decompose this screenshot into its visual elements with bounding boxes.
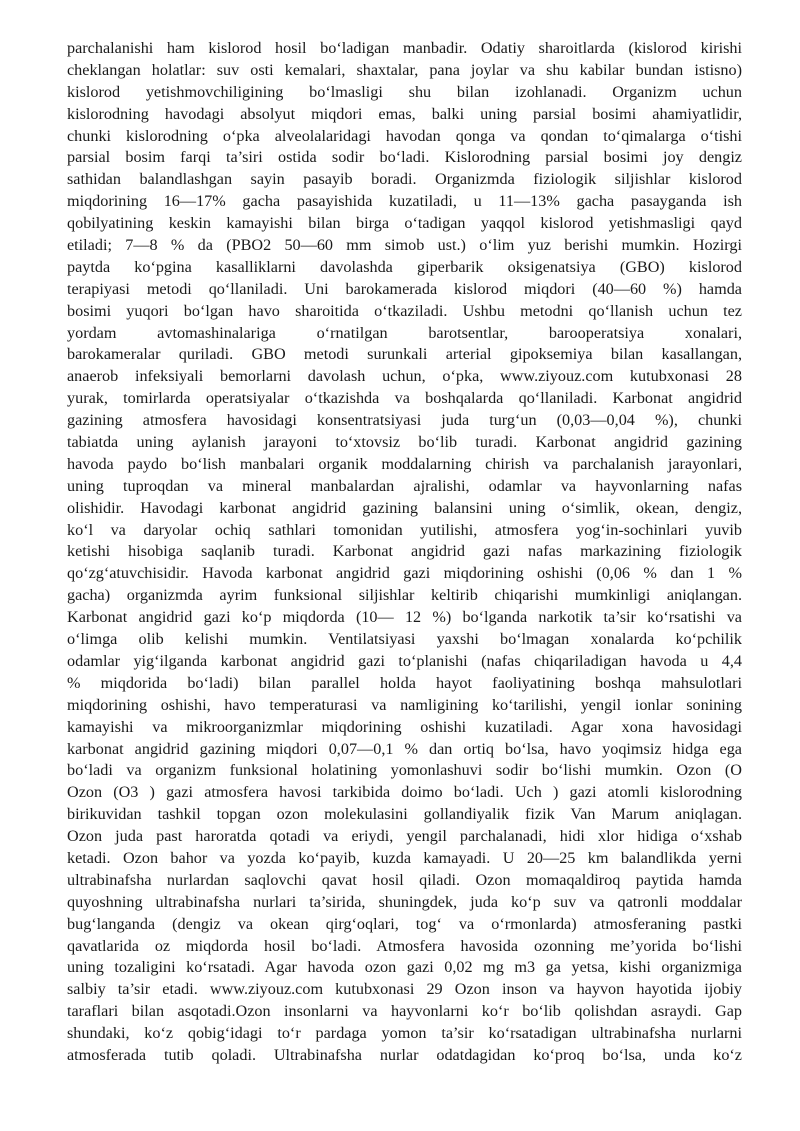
text-line: % miqdorida bo‘ladi) bilan parallel holda hayot faoliyatining boshqa mahsulotlari <box>67 673 742 692</box>
text-line: qo‘zg‘atuvchisidir. Havoda karbonat angidrid gazi miqdorining oshishi (0,06 % dan 1 % <box>67 564 742 583</box>
text-line: havoda paydo bo‘lish manbalari organik moddalarning chirish va parchalanish jarayonlari, <box>67 454 742 473</box>
document-page <box>67 38 742 1067</box>
text-line: yurak, tomirlarda operatsiyalar o‘tkazishda va boshqalarda qo‘llaniladi. Karbonat angidrid <box>67 389 742 408</box>
text-line: chunki kislorodning o‘pka alveolalaridagi havodan qonga va qondan to‘qimalarga o‘tishi <box>67 126 742 145</box>
text-line: anaerob infeksiyali bemorlarni davolash uchun, o‘pka, www.ziyouz.com kutubxonasi 28 <box>67 367 742 386</box>
text-line: miqdorining oshishi, havo temperaturasi va namligining ko‘tarilishi, yengil ionlar sonining <box>67 695 742 714</box>
text-line: uning tuproqdan va mineral manbalardan ajralishi, odamlar va hayvonlarning nafas <box>67 476 742 495</box>
text-line: ketadi. Ozon bahor va yozda ko‘payib, kuzda kamayadi. U 20—25 km balandlikda yerni <box>67 848 742 867</box>
text-line: taraflari bilan asqotadi.Ozon insonlarni va hayvonlarni ko‘r bo‘lib qolishdan asraydi. Gap <box>67 1002 742 1021</box>
text-line: odamlar yig‘ilganda karbonat angidrid gazi to‘planishi (nafas chiqariladigan havoda u 4,4 <box>67 651 742 670</box>
text-line: sathidan balandlashgan sayin pasayib boradi. Organizmda fiziologik siljishlar kislorod <box>67 170 742 189</box>
text-line: ko‘l va daryolar ochiq sathlari tomonidan yutilishi, atmosfera yog‘in-sochinlari yuvib <box>67 520 742 539</box>
text-line: shundaki, ko‘z qobig‘idagi to‘r pardaga yomon ta’sir ko‘rsatadigan ultrabinafsha nurlarni <box>67 1024 742 1043</box>
text-line: salbiy ta’sir etadi. www.ziyouz.com kutubxonasi 29 Ozon inson va hayvon hayotida ijobiy <box>67 980 742 999</box>
text-line: kamayishi va mikroorganizmlar miqdorining oshishi kuzatiladi. Agar xona havosidagi <box>67 717 742 736</box>
text-line: bo‘ladi va organizm funksional holatining yomonlashuvi sodir bo‘lishi mumkin. Ozon (O <box>67 761 742 780</box>
text-line: tabiatda uning aylanish jarayoni to‘xtovsiz bo‘lib turadi. Karbonat angidrid gazining <box>67 433 742 452</box>
text-line: cheklangan holatlar: suv osti kemalari, shaxtalar, pana joylar va shu kabilar bundan istisno) <box>67 60 742 79</box>
text-line: Karbonat angidrid gazi ko‘p miqdorda (10— 12 %) bo‘lganda narkotik ta’sir ko‘rsatishi va <box>67 608 742 627</box>
text-line: ketishi hisobiga saqlanib turadi. Karbonat angidrid gazi nafas markazining fiziologik <box>67 542 742 561</box>
text-line: ultrabinafsha nurlardan saqlovchi qavat hosil qiladi. Ozon momaqaldiroq paytida hamda <box>67 870 742 889</box>
text-line: birikuvidan tashkil topgan ozon molekulasini gollandiyalik fizik Van Marum aniqlagan. <box>67 805 742 824</box>
text-line: bosimi yuqori bo‘lgan havo sharoitida o‘tkaziladi. Ushbu metodni qo‘llanish uchun tez <box>67 301 742 320</box>
text-line: Ozon juda past haroratda qotadi va eriydi, yengil parchalanadi, hidi xlor hidiga o‘xshab <box>67 827 742 846</box>
text-line: gacha) organizmda ayrim funksional siljishlar keltirib chiqarishi mumkinligi aniqlangan. <box>67 586 742 605</box>
text-line: yordam avtomashinalariga o‘rnatilgan barotsentlar, barooperatsiya xonalari, <box>67 323 742 342</box>
text-line: kislorod yetishmovchiligining bo‘lmasligi shu bilan izohlanadi. Organizm uchun <box>67 82 742 101</box>
text-line: quyoshning ultrabinafsha nurlari ta’sirida, shuningdek, juda ko‘p suv va qatronli moddalar <box>67 892 742 911</box>
text-line: miqdorining 16—17% gacha pasayishida kuzatiladi, u 11—13% gacha pasayganda ish <box>67 192 742 211</box>
text-line: kislorodning havodagi absolyut miqdori emas, balki uning parsial bosimi ahamiyatlidir, <box>67 104 742 123</box>
text-line: parchalanishi ham kislorod hosil bo‘ladigan manbadir. Odatiy sharoitlarda (kislorod kirishi <box>67 39 742 57</box>
text-line: Ozon (O3 ) gazi atmosfera havosi tarkibida doimo bo‘ladi. Uch ) gazi atomli kislorodning <box>67 783 742 802</box>
text-line: parsial bosim farqi ta’siri ostida sodir bo‘ladi. Kislorodning parsial bosimi joy dengiz <box>67 148 742 167</box>
text-line: paytda ko‘pgina kasalliklarni davolashda giperbarik oksigenatsiya (GBO) kislorod <box>67 257 742 276</box>
text-line: gazining atmosfera havosidagi konsentratsiyasi juda turg‘un (0,03—0,04 %), chunki <box>67 411 742 430</box>
text-line: olishidir. Havodagi karbonat angidrid gazining balansini uning o‘simlik, okean, dengiz, <box>67 498 742 517</box>
text-line: qavatlarida oz miqdorda hosil bo‘ladi. Atmosfera havosida ozonning me’yorida bo‘lishi <box>67 936 742 955</box>
text-line: bug‘langanda (dengiz va okean qirg‘oqlari, tog‘ va o‘rmonlarda) atmosferaning pastki <box>67 914 742 933</box>
text-line: uning tozaligini ko‘rsatadi. Agar havoda ozon gazi 0,02 mg m3 ga yetsa, kishi organizmiga <box>67 958 742 977</box>
text-line: atmosferada tutib qoladi. Ultrabinafsha nurlar odatdagidan ko‘proq bo‘lsa, unda ko‘z <box>67 1045 742 1064</box>
text-line: barokameralar quriladi. GBO metodi surunkali arterial gipoksemiya bilan kasallangan, <box>67 345 742 364</box>
text-line: qobilyatining keskin kamayishi bilan birga o‘tadigan yaqqol kislorod yetishmasligi qayd <box>67 214 742 233</box>
text-line: terapiyasi metodi qo‘llaniladi. Uni barokamerada kislorod miqdori (40—60 %) hamda <box>67 279 742 298</box>
text-line: karbonat angidrid gazining miqdori 0,07—0,1 % dan ortiq bo‘lsa, havo yoqimsiz hidga ega <box>67 739 742 758</box>
text-line: etiladi; 7—8 % da (PBO2 50—60 mm simob ust.) o‘lim yuz berishi mumkin. Hozirgi <box>67 236 742 255</box>
text-line: o‘limga olib kelishi mumkin. Ventilatsiyasi yaxshi bo‘lmagan xonalarda ko‘pchilik <box>67 630 742 649</box>
